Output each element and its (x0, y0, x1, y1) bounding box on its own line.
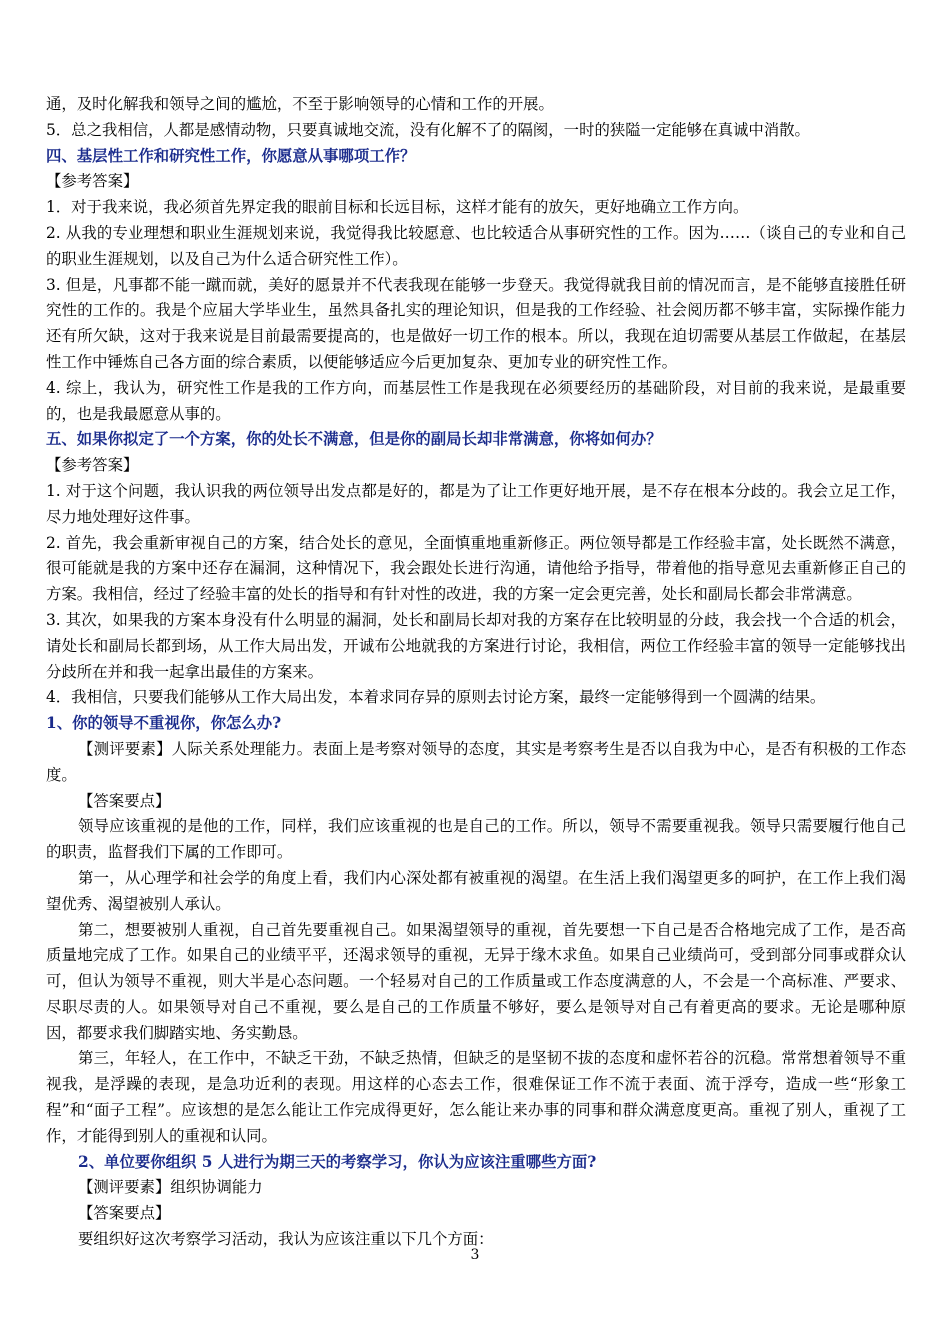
paragraph: 1. 对于这个问题，我认识我的两位领导出发点都是好的，都是为了让工作更好地开展，是不存在根本分歧的。我会立足工作，尽力地处理好这件事。 (46, 481, 906, 526)
paragraph: 领导应该重视的是他的工作，同样，我们应该重视的也是自己的工作。所以，领导不需要重视我。领导只需要履行他自己的职责，监督我们下属的工作即可。 (46, 817, 906, 862)
paragraph: 第三，年轻人，在工作中，不缺乏干劲，不缺乏热情，但缺乏的是坚韧不拔的态度和虚怀若谷的沉稳。常常想着领导不重视我，是浮躁的表现，是急功近利的表现。用这样的心态去工作，很难保证工作不流于表面、流于浮夸，造成一些“形象工程”和“面子工程”。应该想的是怎么能让工作完成得更好，怎么能让来办事的同事和群众满意度更高。重视了别人，重视了工作，才能得到别人的重视和认同。 (46, 1049, 906, 1145)
paragraph: 【参考答案】 (46, 172, 139, 191)
section-heading: 四、基层性工作和研究性工作，你愿意从事哪项工作？ (46, 146, 416, 165)
paragraph: 3. 其次，如果我的方案本身没有什么明显的漏洞，处长和副局长却对我的方案存在比较明显的分歧，我会找一个合适的机会，请处长和副局长都到场，从工作大局出发，开诚布公地就我的方案进行讨论，我相信，两位工作经验丰富的领导一定能够找出分歧所在并和我一起拿出最佳的方案来。 (46, 610, 906, 681)
paragraph: 【测评要素】人际关系处理能力。表面上是考察对领导的态度，其实是考察考生是否以自我为中心，是否有积极的工作态度。 (46, 739, 906, 784)
page-number: 3 (470, 1247, 480, 1263)
paragraph: 5．总之我相信，人都是感情动物，只要真诚地交流，没有化解不了的隔阂，一时的狭隘一定能够在真诚中消散。 (46, 120, 810, 139)
paragraph: 【答案要点】 (78, 791, 171, 810)
paragraph: 4．我相信，只要我们能够从工作大局出发，本着求同存异的原则去讨论方案，最终一定能够得到一个圆满的结果。 (46, 688, 826, 707)
paragraph: 要组织好这次考察学习活动，我认为应该注重以下几个方面： (78, 1230, 494, 1249)
section-heading: 1、你的领导不重视你，你怎么办? (46, 714, 282, 733)
paragraph: 2. 首先，我会重新审视自己的方案，结合处长的意见，全面慎重地重新修正。两位领导都是工作经验丰富，处长既然不满意，很可能就是我的方案中还存在漏洞，这种情况下，我会跟处长进行沟通，请他给予指导，带着他的指导意见去重新修正自己的方案。我相信，经过了经验丰富的处长的指导和有针对性的改进，我的方案一定会更完善，处长和副局长都会非常满意。 (46, 533, 906, 604)
document-body (46, 92, 906, 1253)
paragraph: 第二，想要被别人重视，自己首先要重视自己。如果渴望领导的重视，首先要想一下自己是否合格地完成了工作，是否高质量地完成了工作。如果自己的业绩平平，还渴求领导的重视，无异于缘木求鱼。如果自己业绩尚可，受到部分同事或群众认可，但认为领导不重视，则大半是心态问题。一个轻易对自己的工作质量或工作态度满意的人，不会是一个高标准、严要求、尽职尽责的人。如果领导对自己不重视，要么是自己的工作质量不够好，要么是领导对自己有着更高的要求。无论是哪种原因，都要求我们脚踏实地、务实勤恳。 (46, 920, 906, 1042)
paragraph: 通，及时化解我和领导之间的尴尬，不至于影响领导的心情和工作的开展。 (46, 95, 554, 113)
section-heading: 五、如果你拟定了一个方案，你的处长不满意，但是你的副局长却非常满意，你将如何办？ (46, 430, 662, 449)
paragraph: 【答案要点】 (78, 1204, 171, 1223)
paragraph: 1．对于我来说，我必须首先界定我的眼前目标和长远目标，这样才能有的放矢，更好地确立工作方向。 (46, 198, 749, 217)
paragraph: 第一，从心理学和社会学的角度上看，我们内心深处都有被重视的渴望。在生活上我们渴望更多的呵护，在工作上我们渴望优秀、渴望被别人承认。 (46, 868, 906, 913)
paragraph: 【参考答案】 (46, 456, 139, 475)
paragraph: 3. 但是，凡事都不能一蹴而就，美好的愿景并不代表我现在能够一步登天。我觉得就我目前的情况而言，是不能够直接胜任研究性的工作的。我是个应届大学毕业生，虽然具备扎实的理论知识，但是我的工作经验、社会阅历都不够丰富，实际操作能力还有所欠缺，这对于我来说是目前最需要提高的，也是做好一切工作的根本。所以，我现在迫切需要从基层工作做起，在基层性工作中锤炼自己各方面的综合素质，以便能够适应今后更加复杂、更加专业的研究性工作。 (46, 275, 906, 371)
paragraph: 2. 从我的专业理想和职业生涯规划来说，我觉得我比较愿意、也比较适合从事研究性的工作。因为……（谈自己的专业和自己的职业生涯规划，以及自己为什么适合研究性工作）。 (46, 223, 906, 268)
section-heading: 2、单位要你组织 5 人进行为期三天的考察学习，你认为应该注重哪些方面? (78, 1152, 597, 1171)
paragraph: 4. 综上，我认为，研究性工作是我的工作方向，而基层性工作是我现在必须要经历的基础阶段，对目前的我来说，是最重要的，也是我最愿意从事的。 (46, 378, 906, 423)
paragraph: 【测评要素】组织协调能力 (78, 1178, 263, 1197)
